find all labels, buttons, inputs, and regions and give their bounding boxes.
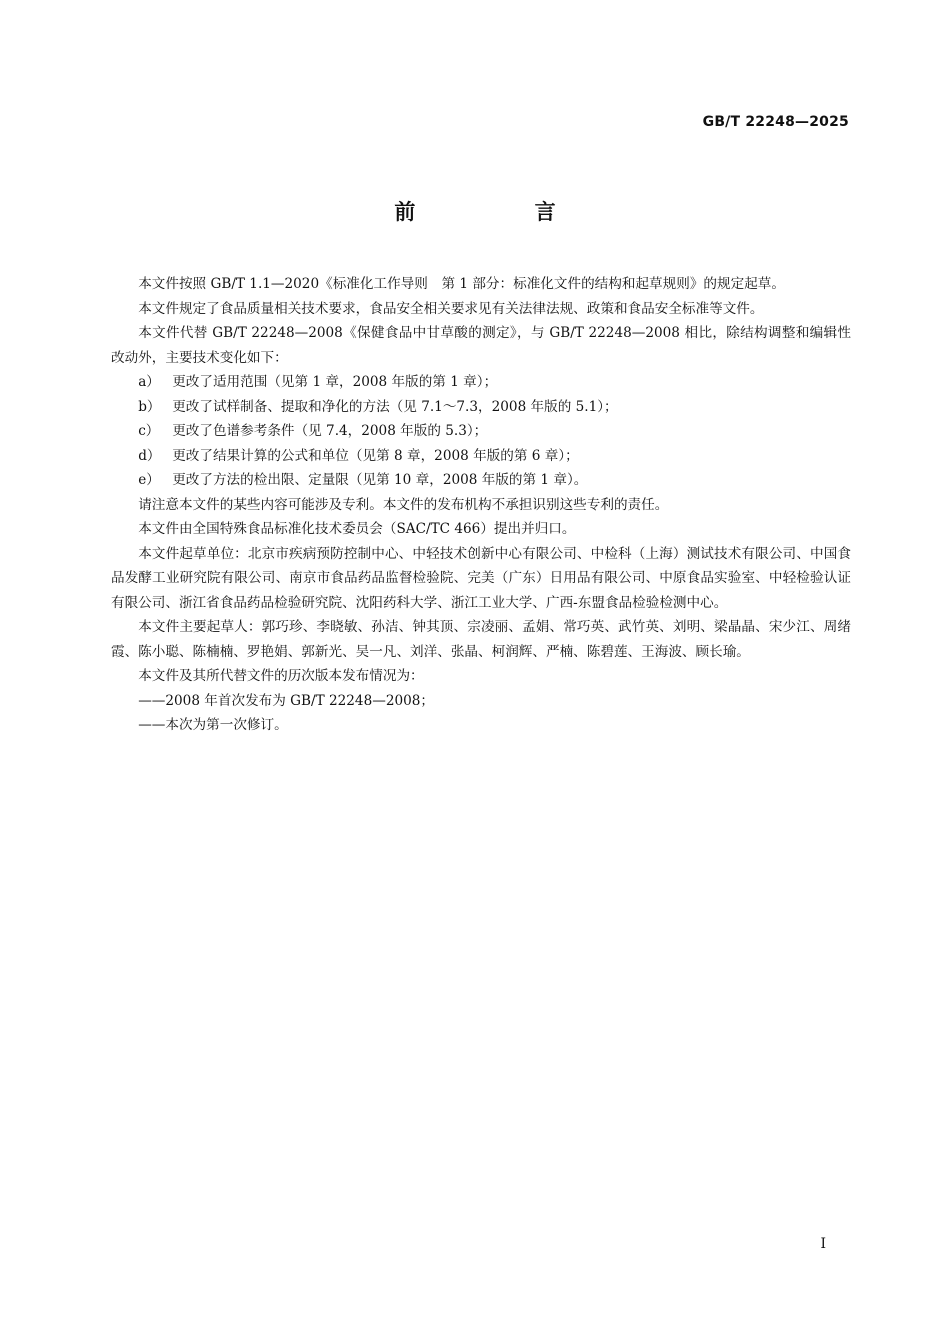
paragraph-drafting-rules: 本文件按照 GB/T 1.1—2020《标准化工作导则 第 1 部分：标准化文件的结构和起草规则》的规定起草。	[138, 276, 785, 292]
foreword-body	[111, 272, 851, 738]
paragraph-scope-note: 本文件规定了食品质量相关技术要求，食品安全相关要求见有关法律法规、政策和食品安全标准等文件。	[138, 300, 764, 317]
change-item-e	[111, 468, 851, 493]
change-text: 更改了方法的检出限、定量限（见第 10 章，2008 年版的第 1 章）。	[172, 472, 588, 488]
change-text: 更改了色谱参考条件（见 7.4，2008 年版的 5.3）；	[172, 423, 488, 439]
history-item-current: ——本次为第一次修订。	[138, 717, 288, 733]
change-text: 更改了结果计算的公式和单位（见第 8 章，2008 年版的第 6 章）；	[172, 447, 579, 464]
standard-code: GB/T 22248—2025	[702, 114, 849, 130]
change-item-b	[111, 395, 851, 420]
change-item-a	[111, 370, 851, 395]
change-text: 更改了试样制备、提取和净化的方法（见 7.1～7.3，2008 年版的 5.1）；	[172, 398, 618, 415]
change-text: 更改了适用范围（见第 1 章，2008 年版的第 1 章）；	[172, 374, 498, 390]
paragraph-replacement: 本文件代替 GB/T 22248—2008《保健食品中甘草酸的测定》，与 GB/T 22248—2008 相比，除结构调整和编辑性改动外，主要技术变化如下：	[111, 325, 851, 366]
paragraph-drafting-units: 本文件起草单位：北京市疾病预防控制中心、中轻技术创新中心有限公司、中检科（上海）测试技术有限公司、中国食品发酵工业研究院有限公司、南京市食品药品监督检验院、完美（广东）日用品有限公司、中原食品实验室、中轻检验认证有限公司、浙江省食品药品检验研究院、沈阳药科大学、浙江工业大学、广西-东盟食品检验检测中心。	[111, 545, 851, 611]
history-item-first: ——2008 年首次发布为 GB/T 22248—2008；	[138, 692, 435, 709]
change-marker: b）	[138, 398, 161, 415]
change-marker: d）	[138, 447, 161, 464]
page-number: I	[820, 1236, 826, 1252]
change-marker: c）	[138, 423, 160, 439]
paragraph-committee: 本文件由全国特殊食品标准化技术委员会（SAC/TC 466）提出并归口。	[138, 521, 576, 537]
paragraph-drafters: 本文件主要起草人：郭巧珍、李晓敏、孙洁、钟其顶、宗凌丽、孟娟、常巧英、武竹英、刘明、梁晶晶、宋少江、周绪霞、陈小聪、陈楠楠、罗艳娟、郭新光、吴一凡、刘洋、张晶、柯润辉、严楠、陈碧莲、王海波、顾长瑜。	[111, 619, 851, 660]
change-item-d	[111, 444, 851, 469]
page-title: 前 言	[394, 200, 612, 224]
paragraph-history-intro: 本文件及其所代替文件的历次版本发布情况为：	[138, 668, 424, 684]
change-marker: e）	[138, 472, 160, 488]
change-item-c	[111, 419, 851, 444]
change-marker: a）	[138, 374, 160, 390]
paragraph-patent-notice: 请注意本文件的某些内容可能涉及专利。本文件的发布机构不承担识别这些专利的责任。	[138, 496, 669, 513]
